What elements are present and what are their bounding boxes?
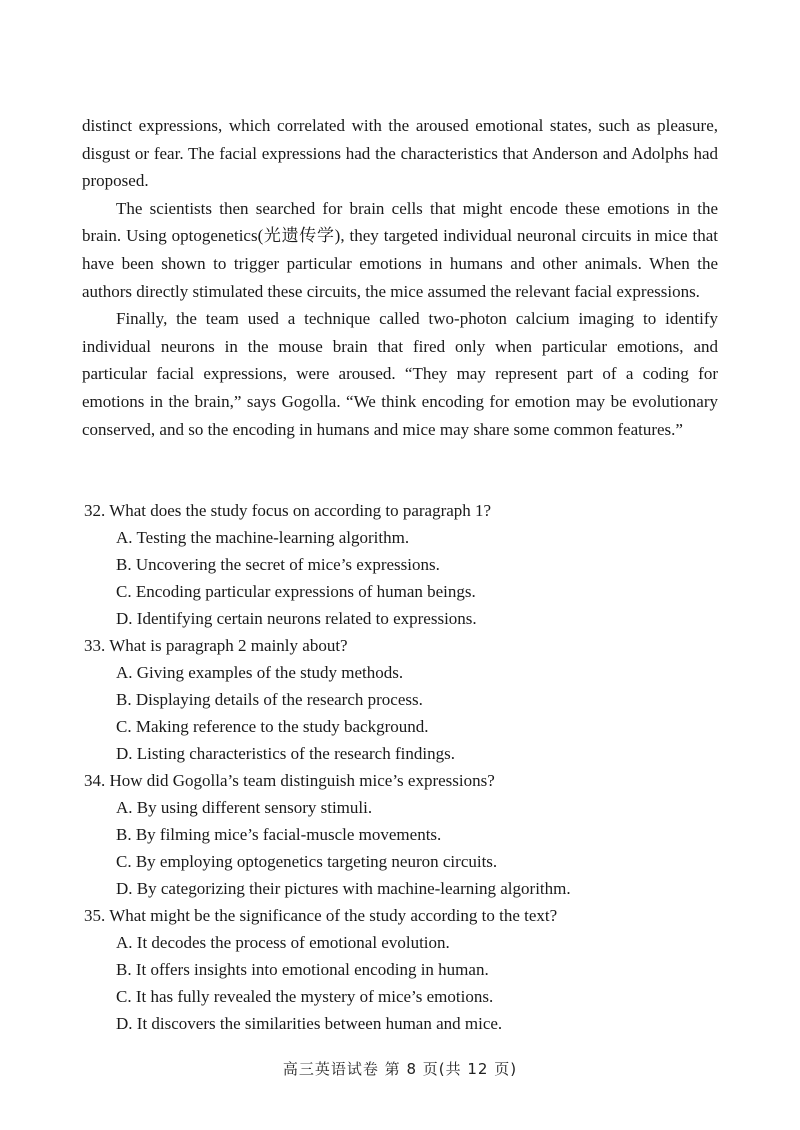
option-a: A. Testing the machine-learning algorithm. bbox=[116, 528, 410, 547]
option-b: B. Uncovering the secret of mice’s expressions. bbox=[116, 555, 440, 574]
question-34 bbox=[84, 767, 734, 902]
passage-paragraph: The scientists then searched for brain cells that might encode these emotions in the brain. Using optogenetics(光遗传学), they targeted individual neuronal circuits in mice that have been shown to trigger particular emotions in humans and other animals. When the authors directly stimulated these circuits, the mice assumed the relevant facial expressions. bbox=[82, 198, 718, 301]
question-list bbox=[84, 497, 734, 1037]
question-32 bbox=[84, 497, 734, 632]
question-stem: 34. How did Gogolla’s team distinguish mice’s expressions? bbox=[84, 771, 495, 790]
option-a: A. Giving examples of the study methods. bbox=[116, 663, 404, 682]
option-list bbox=[84, 524, 734, 632]
option-b: B. It offers insights into emotional encoding in human. bbox=[116, 960, 489, 979]
question-35 bbox=[84, 902, 734, 1037]
option-d: D. Listing characteristics of the research findings. bbox=[116, 744, 455, 763]
option-a: A. By using different sensory stimuli. bbox=[116, 798, 373, 817]
option-c: C. By employing optogenetics targeting neuron circuits. bbox=[116, 852, 498, 871]
option-a: A. It decodes the process of emotional evolution. bbox=[116, 933, 450, 952]
option-list bbox=[84, 929, 734, 1037]
option-c: C. It has fully revealed the mystery of mice’s emotions. bbox=[116, 987, 494, 1006]
option-d: D. It discovers the similarities between human and mice. bbox=[116, 1014, 503, 1033]
passage-paragraph: distinct expressions, which correlated with the aroused emotional states, such as pleasure, disgust or fear. The facial expressions had the characteristics that Anderson and Adolphs had proposed. bbox=[82, 116, 718, 191]
option-list bbox=[84, 794, 734, 902]
reading-passage bbox=[82, 112, 718, 443]
question-stem: 32. What does the study focus on according to paragraph 1? bbox=[84, 501, 492, 520]
question-stem: 33. What is paragraph 2 mainly about? bbox=[84, 636, 348, 655]
option-b: B. Displaying details of the research process. bbox=[116, 690, 423, 709]
page-footer: 高三英语试卷 第 8 页(共 12 页) bbox=[282, 1060, 518, 1078]
question-stem: 35. What might be the significance of the study according to the text? bbox=[84, 906, 558, 925]
option-b: B. By filming mice’s facial-muscle movements. bbox=[116, 825, 442, 844]
option-d: D. By categorizing their pictures with machine-learning algorithm. bbox=[116, 879, 571, 898]
option-list bbox=[84, 659, 734, 767]
passage-paragraph: Finally, the team used a technique called two-photon calcium imaging to identify individual neurons in the mouse brain that fired only when particular emotions, and particular facial expressions, were aroused. “They may represent part of a coding for emotions in the brain,” says Gogolla. “We think encoding for emotion may be evolutionary conserved, and so the encoding in humans and mice may share some common features.” bbox=[82, 309, 718, 439]
question-33 bbox=[84, 632, 734, 767]
option-d: D. Identifying certain neurons related to expressions. bbox=[116, 609, 477, 628]
option-c: C. Encoding particular expressions of human beings. bbox=[116, 582, 476, 601]
option-c: C. Making reference to the study background. bbox=[116, 717, 429, 736]
